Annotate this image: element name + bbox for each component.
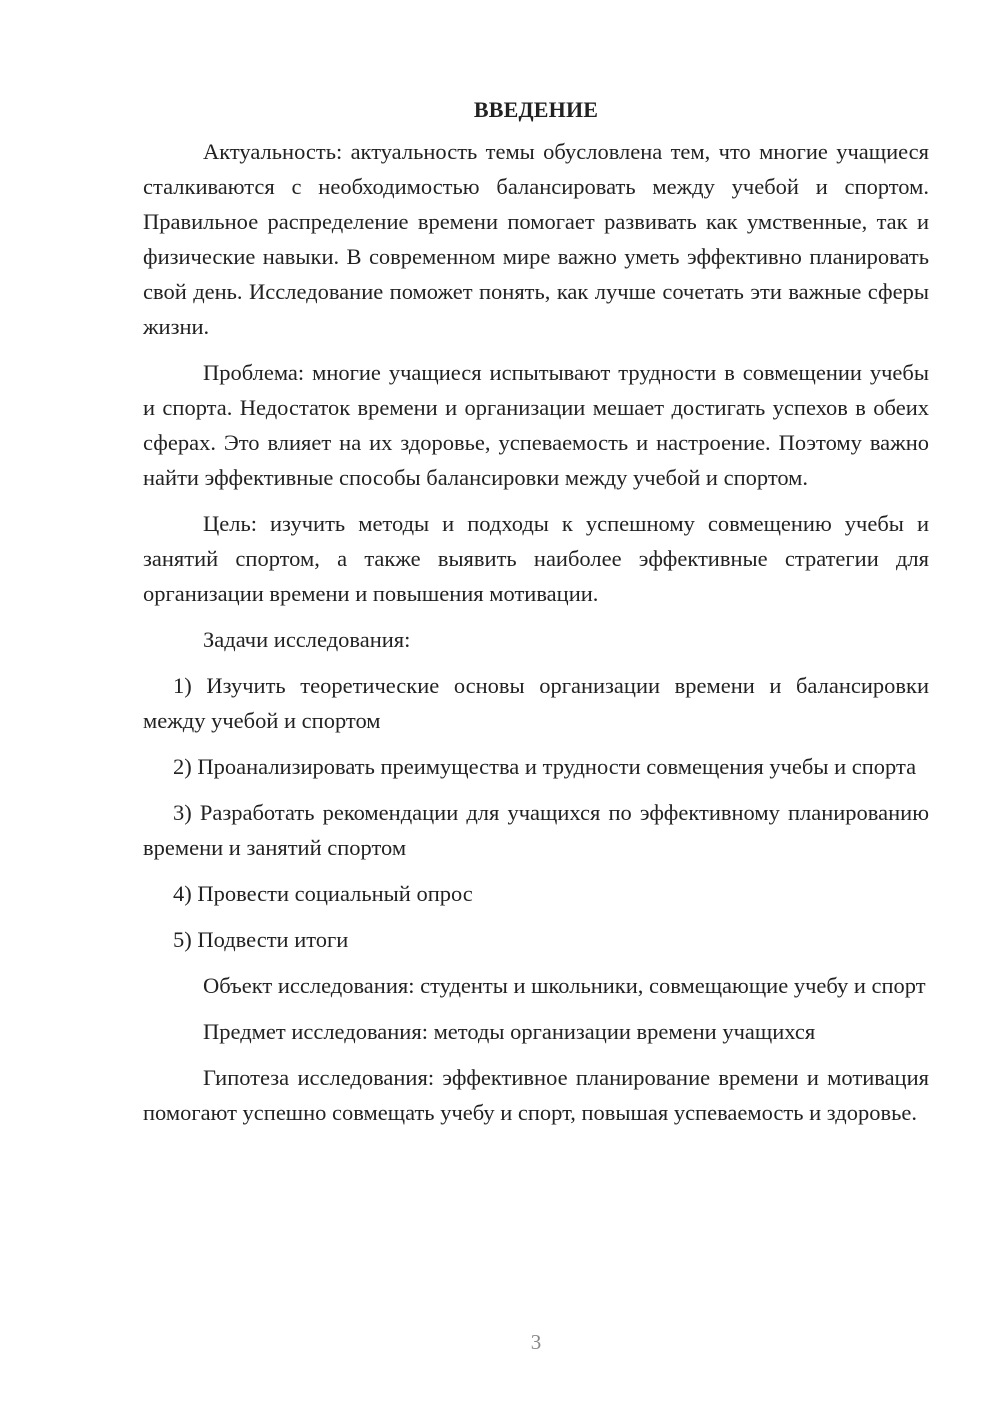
page-number: 3: [530, 1330, 542, 1354]
task-item-2: 2) Проанализировать преимущества и трудности совмещения учебы и спорта: [173, 754, 917, 779]
relevance-paragraph: Актуальность: актуальность темы обусловлена тем, что многие учащиеся сталкиваются с необходимостью балансировать между учебой и спортом. Правильное распределение времени помогает развивать как умственные, так и физические навыки. В современном мире важно уметь эффективно планировать свой день. Исследование поможет понять, как лучше сочетать эти важные сферы жизни.: [143, 139, 929, 339]
goal-paragraph: Цель: изучить методы и подходы к успешному совмещению учебы и занятий спортом, а также выявить наиболее эффективные стратегии для организации времени и повышения мотивации.: [143, 511, 929, 606]
subject-paragraph: Предмет исследования: методы организации времени учащихся: [203, 1019, 816, 1044]
task-item-1: 1) Изучить теоретические основы организации времени и балансировки между учебой и спортом: [143, 673, 929, 733]
document-page: [143, 92, 929, 1141]
section-title: ВВЕДЕНИЕ: [473, 97, 599, 122]
task-item-3: 3) Разработать рекомендации для учащихся по эффективному планированию времени и занятий спортом: [143, 800, 929, 860]
task-item-5: 5) Подвести итоги: [173, 927, 349, 952]
object-paragraph: Объект исследования: студенты и школьники, совмещающие учебу и спорт: [203, 973, 926, 998]
hypothesis-paragraph: Гипотеза исследования: эффективное планирование времени и мотивация помогают успешно совмещать учебу и спорт, повышая успеваемость и здоровье.: [143, 1065, 929, 1125]
task-item-4: 4) Провести социальный опрос: [173, 881, 473, 906]
problem-paragraph: Проблема: многие учащиеся испытывают трудности в совмещении учебы и спорта. Недостаток времени и организации мешает достигать успехов в обеих сферах. Это влияет на их здоровье, успеваемость и настроение. Поэтому важно найти эффективные способы балансировки между учебой и спортом.: [143, 360, 929, 490]
tasks-heading: Задачи исследования:: [203, 627, 411, 652]
